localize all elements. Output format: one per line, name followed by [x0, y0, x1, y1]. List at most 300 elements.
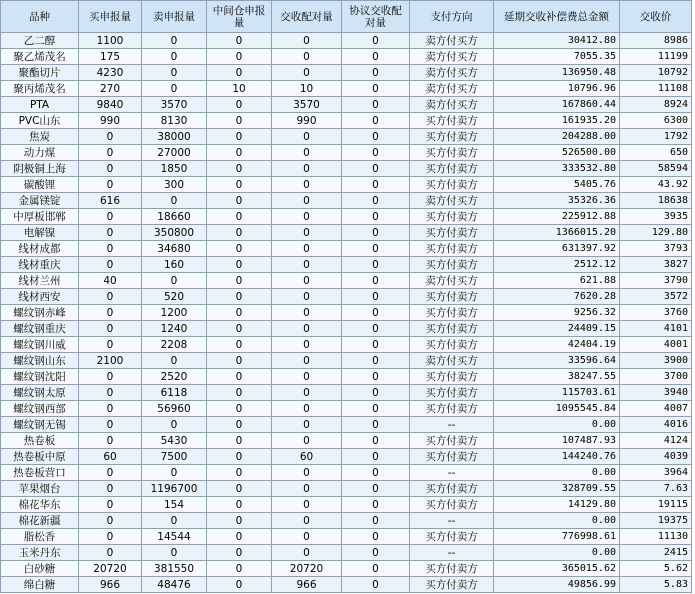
- cell-variety: 棉花新疆: [1, 513, 79, 529]
- cell-buy-declared: 0: [79, 177, 142, 193]
- cell-matched: 3570: [272, 97, 342, 113]
- cell-sell-declared: 0: [142, 33, 207, 49]
- cell-matched: 0: [272, 177, 342, 193]
- table-row: [1, 113, 692, 129]
- col-header-agreement-matched: 协议交收配对量: [342, 1, 410, 33]
- cell-buy-declared: 0: [79, 513, 142, 529]
- cell-matched: 0: [272, 385, 342, 401]
- table-row: [1, 337, 692, 353]
- cell-intermediate-declared: 0: [207, 193, 272, 209]
- cell-agreement-matched: 0: [342, 177, 410, 193]
- cell-variety: 动力煤: [1, 145, 79, 161]
- cell-sell-declared: 0: [142, 193, 207, 209]
- cell-buy-declared: 0: [79, 257, 142, 273]
- cell-sell-declared: 0: [142, 513, 207, 529]
- cell-intermediate-declared: 0: [207, 369, 272, 385]
- cell-buy-declared: 60: [79, 449, 142, 465]
- cell-delivery-price: 11199: [620, 49, 692, 65]
- cell-buy-declared: 0: [79, 497, 142, 513]
- cell-buy-declared: 0: [79, 417, 142, 433]
- cell-compensation-total: 14129.80: [494, 497, 620, 513]
- cell-variety: 棉花华东: [1, 497, 79, 513]
- cell-intermediate-declared: 0: [207, 417, 272, 433]
- cell-buy-declared: 0: [79, 385, 142, 401]
- cell-variety: 螺纹钢赤峰: [1, 305, 79, 321]
- cell-variety: 螺纹钢无锡: [1, 417, 79, 433]
- cell-compensation-total: 1095545.84: [494, 401, 620, 417]
- cell-agreement-matched: 0: [342, 81, 410, 97]
- cell-compensation-total: 526500.00: [494, 145, 620, 161]
- cell-agreement-matched: 0: [342, 385, 410, 401]
- cell-sell-declared: 3570: [142, 97, 207, 113]
- cell-payment-direction: 卖方付买方: [410, 97, 494, 113]
- cell-buy-declared: 0: [79, 465, 142, 481]
- cell-compensation-total: 0.00: [494, 465, 620, 481]
- cell-payment-direction: 卖方付买方: [410, 49, 494, 65]
- cell-payment-direction: 买方付卖方: [410, 577, 494, 593]
- table-row: [1, 241, 692, 257]
- cell-compensation-total: 204288.00: [494, 129, 620, 145]
- cell-intermediate-declared: 0: [207, 481, 272, 497]
- cell-matched: 0: [272, 353, 342, 369]
- cell-intermediate-declared: 0: [207, 177, 272, 193]
- cell-agreement-matched: 0: [342, 449, 410, 465]
- cell-payment-direction: 买方付卖方: [410, 145, 494, 161]
- cell-delivery-price: 3793: [620, 241, 692, 257]
- cell-sell-declared: 14544: [142, 529, 207, 545]
- cell-sell-declared: 0: [142, 353, 207, 369]
- cell-payment-direction: --: [410, 465, 494, 481]
- cell-matched: 0: [272, 321, 342, 337]
- cell-buy-declared: 0: [79, 225, 142, 241]
- cell-variety: 脂松香: [1, 529, 79, 545]
- cell-intermediate-declared: 0: [207, 449, 272, 465]
- cell-matched: 0: [272, 129, 342, 145]
- cell-delivery-price: 19375: [620, 513, 692, 529]
- cell-payment-direction: 买方付卖方: [410, 321, 494, 337]
- cell-intermediate-declared: 0: [207, 289, 272, 305]
- cell-payment-direction: 买方付卖方: [410, 481, 494, 497]
- cell-agreement-matched: 0: [342, 353, 410, 369]
- cell-agreement-matched: 0: [342, 561, 410, 577]
- cell-sell-declared: 2520: [142, 369, 207, 385]
- cell-delivery-price: 4007: [620, 401, 692, 417]
- cell-buy-declared: 966: [79, 577, 142, 593]
- cell-matched: 0: [272, 305, 342, 321]
- col-header-buy-declared: 买申报量: [79, 1, 142, 33]
- cell-variety: 聚乙烯茂名: [1, 49, 79, 65]
- cell-payment-direction: 卖方付买方: [410, 273, 494, 289]
- cell-delivery-price: 3760: [620, 305, 692, 321]
- cell-agreement-matched: 0: [342, 289, 410, 305]
- cell-buy-declared: 0: [79, 129, 142, 145]
- cell-sell-declared: 520: [142, 289, 207, 305]
- cell-payment-direction: 买方付卖方: [410, 113, 494, 129]
- cell-buy-declared: 0: [79, 545, 142, 561]
- cell-intermediate-declared: 0: [207, 337, 272, 353]
- table-row: [1, 577, 692, 593]
- cell-intermediate-declared: 0: [207, 129, 272, 145]
- cell-agreement-matched: 0: [342, 113, 410, 129]
- cell-intermediate-declared: 0: [207, 305, 272, 321]
- cell-agreement-matched: 0: [342, 209, 410, 225]
- cell-sell-declared: 381550: [142, 561, 207, 577]
- table-row: [1, 401, 692, 417]
- table-row: [1, 417, 692, 433]
- table-row: [1, 321, 692, 337]
- cell-buy-declared: 0: [79, 321, 142, 337]
- cell-variety: 绵白糖: [1, 577, 79, 593]
- cell-intermediate-declared: 0: [207, 465, 272, 481]
- cell-sell-declared: 18660: [142, 209, 207, 225]
- cell-intermediate-declared: 0: [207, 65, 272, 81]
- cell-payment-direction: 买方付卖方: [410, 241, 494, 257]
- cell-intermediate-declared: 0: [207, 561, 272, 577]
- cell-agreement-matched: 0: [342, 433, 410, 449]
- cell-agreement-matched: 0: [342, 241, 410, 257]
- cell-delivery-price: 8924: [620, 97, 692, 113]
- cell-matched: 0: [272, 369, 342, 385]
- cell-variety: 白砂糖: [1, 561, 79, 577]
- cell-intermediate-declared: 0: [207, 513, 272, 529]
- cell-payment-direction: 买方付卖方: [410, 337, 494, 353]
- cell-sell-declared: 0: [142, 465, 207, 481]
- cell-agreement-matched: 0: [342, 401, 410, 417]
- cell-buy-declared: 4230: [79, 65, 142, 81]
- cell-compensation-total: 5405.76: [494, 177, 620, 193]
- cell-buy-declared: 0: [79, 305, 142, 321]
- cell-matched: 0: [272, 433, 342, 449]
- table-row: [1, 161, 692, 177]
- cell-variety: 螺纹钢川威: [1, 337, 79, 353]
- cell-buy-declared: 2100: [79, 353, 142, 369]
- cell-agreement-matched: 0: [342, 465, 410, 481]
- cell-buy-declared: 0: [79, 481, 142, 497]
- cell-intermediate-declared: 0: [207, 433, 272, 449]
- table-row: [1, 145, 692, 161]
- cell-variety: 电解镍: [1, 225, 79, 241]
- cell-intermediate-declared: 0: [207, 49, 272, 65]
- cell-delivery-price: 43.92: [620, 177, 692, 193]
- cell-variety: 碳酸锂: [1, 177, 79, 193]
- cell-delivery-price: 8986: [620, 33, 692, 49]
- table-row: [1, 305, 692, 321]
- cell-intermediate-declared: 10: [207, 81, 272, 97]
- cell-sell-declared: 27000: [142, 145, 207, 161]
- cell-compensation-total: 631397.92: [494, 241, 620, 257]
- cell-sell-declared: 7500: [142, 449, 207, 465]
- cell-delivery-price: 4039: [620, 449, 692, 465]
- cell-sell-declared: 0: [142, 81, 207, 97]
- table-row: [1, 433, 692, 449]
- cell-variety: 螺纹钢重庆: [1, 321, 79, 337]
- cell-buy-declared: 990: [79, 113, 142, 129]
- cell-payment-direction: 卖方付买方: [410, 65, 494, 81]
- table-row: [1, 289, 692, 305]
- cell-sell-declared: 0: [142, 417, 207, 433]
- cell-buy-declared: 0: [79, 241, 142, 257]
- cell-payment-direction: 买方付卖方: [410, 369, 494, 385]
- cell-buy-declared: 0: [79, 433, 142, 449]
- cell-delivery-price: 5.83: [620, 577, 692, 593]
- table-row: [1, 273, 692, 289]
- cell-compensation-total: 30412.80: [494, 33, 620, 49]
- cell-sell-declared: 2208: [142, 337, 207, 353]
- cell-matched: 0: [272, 225, 342, 241]
- cell-agreement-matched: 0: [342, 529, 410, 545]
- cell-matched: 0: [272, 33, 342, 49]
- cell-buy-declared: 616: [79, 193, 142, 209]
- cell-intermediate-declared: 0: [207, 353, 272, 369]
- cell-delivery-price: 650: [620, 145, 692, 161]
- cell-variety: 热卷板营口: [1, 465, 79, 481]
- cell-compensation-total: 35326.36: [494, 193, 620, 209]
- cell-delivery-price: 4016: [620, 417, 692, 433]
- cell-variety: 螺纹钢太原: [1, 385, 79, 401]
- cell-compensation-total: 115703.61: [494, 385, 620, 401]
- cell-matched: 0: [272, 241, 342, 257]
- table-row: [1, 481, 692, 497]
- cell-buy-declared: 9840: [79, 97, 142, 113]
- cell-sell-declared: 48476: [142, 577, 207, 593]
- cell-variety: 热卷板: [1, 433, 79, 449]
- cell-compensation-total: 0.00: [494, 545, 620, 561]
- cell-matched: 0: [272, 273, 342, 289]
- cell-delivery-price: 6300: [620, 113, 692, 129]
- cell-agreement-matched: 0: [342, 65, 410, 81]
- cell-compensation-total: 9256.32: [494, 305, 620, 321]
- cell-agreement-matched: 0: [342, 257, 410, 273]
- cell-intermediate-declared: 0: [207, 225, 272, 241]
- cell-agreement-matched: 0: [342, 225, 410, 241]
- cell-variety: PVC山东: [1, 113, 79, 129]
- cell-agreement-matched: 0: [342, 145, 410, 161]
- cell-agreement-matched: 0: [342, 337, 410, 353]
- cell-agreement-matched: 0: [342, 33, 410, 49]
- cell-matched: 0: [272, 65, 342, 81]
- col-header-sell-declared: 卖申报量: [142, 1, 207, 33]
- table-row: [1, 513, 692, 529]
- col-header-matched: 交收配对量: [272, 1, 342, 33]
- cell-payment-direction: 买方付卖方: [410, 305, 494, 321]
- cell-variety: 乙二醇: [1, 33, 79, 49]
- cell-agreement-matched: 0: [342, 369, 410, 385]
- cell-payment-direction: 买方付卖方: [410, 529, 494, 545]
- col-header-payment-direction: 支付方向: [410, 1, 494, 33]
- cell-matched: 966: [272, 577, 342, 593]
- cell-agreement-matched: 0: [342, 545, 410, 561]
- cell-compensation-total: 776998.61: [494, 529, 620, 545]
- cell-delivery-price: 7.63: [620, 481, 692, 497]
- cell-sell-declared: 1240: [142, 321, 207, 337]
- cell-intermediate-declared: 0: [207, 385, 272, 401]
- col-header-delivery-price: 交收价: [620, 1, 692, 33]
- cell-delivery-price: 4101: [620, 321, 692, 337]
- cell-sell-declared: 56960: [142, 401, 207, 417]
- cell-variety: 螺纹钢西部: [1, 401, 79, 417]
- cell-sell-declared: 350800: [142, 225, 207, 241]
- cell-buy-declared: 0: [79, 401, 142, 417]
- cell-intermediate-declared: 0: [207, 257, 272, 273]
- cell-payment-direction: 卖方付买方: [410, 193, 494, 209]
- cell-delivery-price: 19115: [620, 497, 692, 513]
- cell-sell-declared: 0: [142, 545, 207, 561]
- cell-intermediate-declared: 0: [207, 401, 272, 417]
- cell-sell-declared: 160: [142, 257, 207, 273]
- cell-variety: 热卷板中原: [1, 449, 79, 465]
- cell-compensation-total: 144240.76: [494, 449, 620, 465]
- cell-intermediate-declared: 0: [207, 97, 272, 113]
- cell-agreement-matched: 0: [342, 417, 410, 433]
- cell-payment-direction: 卖方付买方: [410, 81, 494, 97]
- cell-matched: 0: [272, 337, 342, 353]
- cell-compensation-total: 161935.20: [494, 113, 620, 129]
- cell-payment-direction: 卖方付买方: [410, 353, 494, 369]
- cell-variety: 中厚板邯郸: [1, 209, 79, 225]
- cell-agreement-matched: 0: [342, 497, 410, 513]
- cell-variety: 线材重庆: [1, 257, 79, 273]
- table-row: [1, 33, 692, 49]
- cell-matched: 0: [272, 49, 342, 65]
- cell-buy-declared: 40: [79, 273, 142, 289]
- cell-compensation-total: 7620.28: [494, 289, 620, 305]
- cell-intermediate-declared: 0: [207, 209, 272, 225]
- cell-matched: 0: [272, 529, 342, 545]
- cell-intermediate-declared: 0: [207, 497, 272, 513]
- cell-sell-declared: 1850: [142, 161, 207, 177]
- cell-delivery-price: 3935: [620, 209, 692, 225]
- cell-variety: 苹果烟台: [1, 481, 79, 497]
- cell-agreement-matched: 0: [342, 513, 410, 529]
- cell-variety: 阴极铜上海: [1, 161, 79, 177]
- cell-delivery-price: 4001: [620, 337, 692, 353]
- cell-compensation-total: 333532.80: [494, 161, 620, 177]
- cell-delivery-price: 3827: [620, 257, 692, 273]
- cell-delivery-price: 11108: [620, 81, 692, 97]
- cell-intermediate-declared: 0: [207, 161, 272, 177]
- cell-delivery-price: 18638: [620, 193, 692, 209]
- cell-variety: 线材兰州: [1, 273, 79, 289]
- cell-compensation-total: 2512.12: [494, 257, 620, 273]
- cell-buy-declared: 0: [79, 529, 142, 545]
- cell-agreement-matched: 0: [342, 49, 410, 65]
- cell-intermediate-declared: 0: [207, 321, 272, 337]
- cell-compensation-total: 107487.93: [494, 433, 620, 449]
- cell-payment-direction: --: [410, 417, 494, 433]
- cell-compensation-total: 49856.99: [494, 577, 620, 593]
- cell-compensation-total: 621.88: [494, 273, 620, 289]
- cell-payment-direction: --: [410, 545, 494, 561]
- cell-delivery-price: 3940: [620, 385, 692, 401]
- cell-payment-direction: 买方付卖方: [410, 177, 494, 193]
- cell-delivery-price: 11130: [620, 529, 692, 545]
- cell-compensation-total: 328709.55: [494, 481, 620, 497]
- cell-delivery-price: 3790: [620, 273, 692, 289]
- cell-payment-direction: --: [410, 513, 494, 529]
- cell-sell-declared: 38000: [142, 129, 207, 145]
- cell-payment-direction: 买方付卖方: [410, 449, 494, 465]
- table-row: [1, 97, 692, 113]
- cell-delivery-price: 3572: [620, 289, 692, 305]
- cell-agreement-matched: 0: [342, 193, 410, 209]
- cell-sell-declared: 6118: [142, 385, 207, 401]
- cell-buy-declared: 175: [79, 49, 142, 65]
- cell-variety: 螺纹钢沈阳: [1, 369, 79, 385]
- cell-intermediate-declared: 0: [207, 273, 272, 289]
- cell-intermediate-declared: 0: [207, 545, 272, 561]
- cell-variety: 聚丙烯茂名: [1, 81, 79, 97]
- table-header-row: [1, 1, 692, 33]
- cell-delivery-price: 2415: [620, 545, 692, 561]
- table-row: [1, 449, 692, 465]
- table-row: [1, 193, 692, 209]
- cell-matched: 60: [272, 449, 342, 465]
- cell-buy-declared: 0: [79, 289, 142, 305]
- cell-delivery-price: 5.62: [620, 561, 692, 577]
- cell-intermediate-declared: 0: [207, 33, 272, 49]
- cell-sell-declared: 154: [142, 497, 207, 513]
- cell-agreement-matched: 0: [342, 129, 410, 145]
- cell-delivery-price: 10792: [620, 65, 692, 81]
- table-row: [1, 81, 692, 97]
- cell-payment-direction: 买方付卖方: [410, 385, 494, 401]
- cell-sell-declared: 34680: [142, 241, 207, 257]
- cell-buy-declared: 20720: [79, 561, 142, 577]
- cell-intermediate-declared: 0: [207, 145, 272, 161]
- col-header-variety: 品种: [1, 1, 79, 33]
- cell-payment-direction: 买方付卖方: [410, 209, 494, 225]
- table-row: [1, 465, 692, 481]
- cell-delivery-price: 4124: [620, 433, 692, 449]
- cell-sell-declared: 8130: [142, 113, 207, 129]
- cell-variety: 螺纹钢山东: [1, 353, 79, 369]
- cell-sell-declared: 1200: [142, 305, 207, 321]
- cell-compensation-total: 38247.55: [494, 369, 620, 385]
- cell-compensation-total: 365015.62: [494, 561, 620, 577]
- cell-agreement-matched: 0: [342, 305, 410, 321]
- cell-payment-direction: 买方付卖方: [410, 161, 494, 177]
- table-row: [1, 385, 692, 401]
- table-row: [1, 529, 692, 545]
- table-row: [1, 257, 692, 273]
- cell-variety: 聚酯切片: [1, 65, 79, 81]
- table-body: [1, 33, 692, 593]
- cell-matched: 0: [272, 465, 342, 481]
- cell-sell-declared: 0: [142, 65, 207, 81]
- cell-compensation-total: 136950.48: [494, 65, 620, 81]
- table-row: [1, 209, 692, 225]
- cell-compensation-total: 7055.35: [494, 49, 620, 65]
- cell-matched: 0: [272, 289, 342, 305]
- cell-matched: 990: [272, 113, 342, 129]
- cell-buy-declared: 0: [79, 161, 142, 177]
- cell-matched: 10: [272, 81, 342, 97]
- cell-matched: 0: [272, 497, 342, 513]
- cell-sell-declared: 300: [142, 177, 207, 193]
- cell-agreement-matched: 0: [342, 97, 410, 113]
- col-header-compensation-total: 延期交收补偿费总金额: [494, 1, 620, 33]
- table-row: [1, 497, 692, 513]
- cell-payment-direction: 买方付卖方: [410, 129, 494, 145]
- cell-intermediate-declared: 0: [207, 529, 272, 545]
- cell-compensation-total: 42404.19: [494, 337, 620, 353]
- cell-payment-direction: 买方付卖方: [410, 401, 494, 417]
- cell-matched: 0: [272, 401, 342, 417]
- cell-compensation-total: 225912.88: [494, 209, 620, 225]
- table-row: [1, 49, 692, 65]
- cell-variety: PTA: [1, 97, 79, 113]
- cell-intermediate-declared: 0: [207, 577, 272, 593]
